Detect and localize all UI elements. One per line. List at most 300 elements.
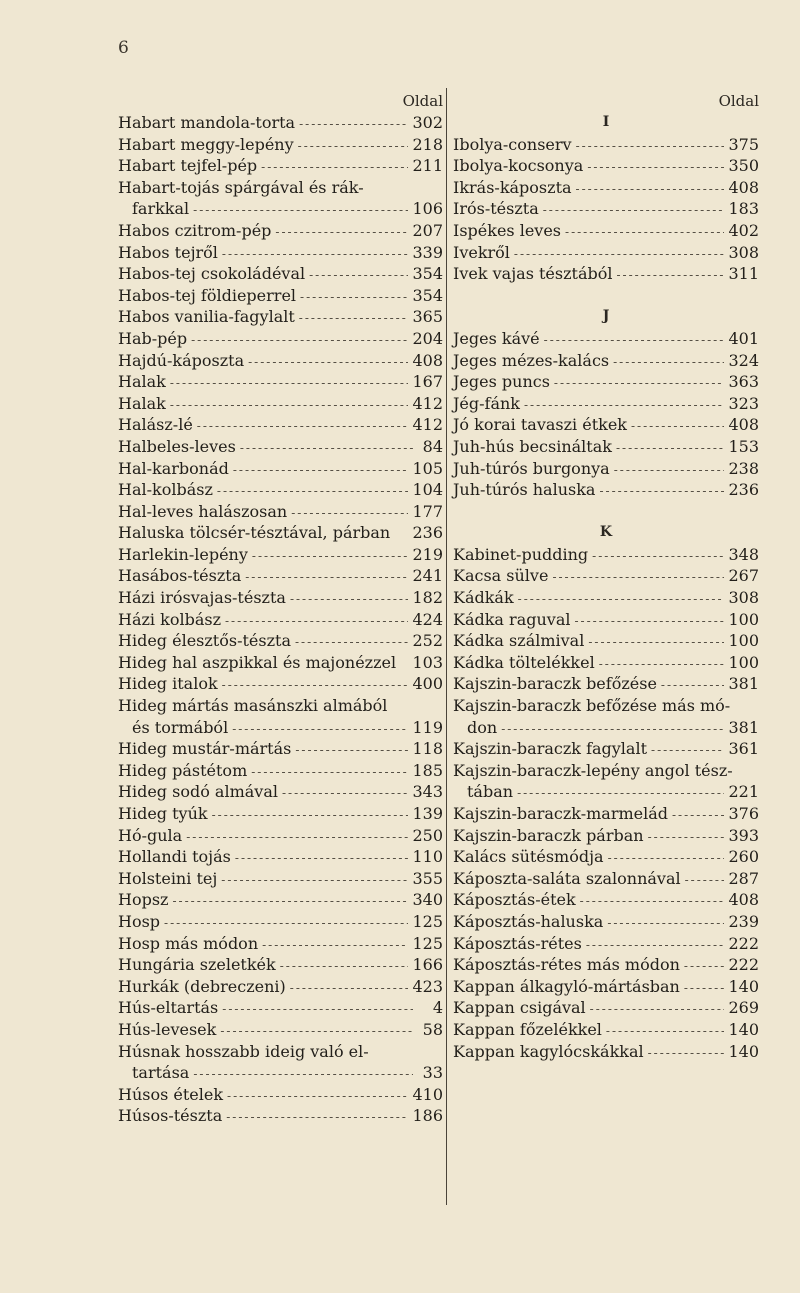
index-entry [453, 609, 759, 631]
index-entry [453, 350, 759, 372]
leader-dots [235, 848, 409, 870]
entry-page-number: 381 [728, 674, 759, 694]
entry-page-number: 343 [412, 782, 443, 802]
entry-page-number: 269 [728, 998, 759, 1018]
index-entry [453, 652, 759, 674]
index-entry [453, 587, 759, 609]
index-entry [118, 738, 443, 760]
leader-dots [501, 719, 724, 741]
entry-page-number: 222 [728, 933, 759, 953]
index-entry [118, 717, 443, 739]
section-letter: I [602, 114, 610, 130]
leader-dots [191, 330, 408, 352]
entry-page-number: 412 [412, 393, 443, 413]
index-entry-first-line [118, 177, 443, 199]
index-entry [118, 306, 443, 328]
entry-title: Hideg italok [118, 674, 218, 694]
index-entry [118, 522, 443, 544]
leader-dots [261, 157, 408, 179]
entry-title: Kádkák [453, 588, 514, 608]
leader-dots [212, 805, 409, 827]
leader-dots [608, 848, 725, 870]
entry-page-number: 363 [728, 372, 759, 392]
index-entry [118, 652, 443, 674]
entry-title: Habos-tej földieperrel [118, 285, 297, 305]
index-entry-first-line [453, 695, 759, 717]
entry-title: Hideg hal aszpikkal és majonézzel [118, 652, 397, 672]
leader-dots [518, 589, 725, 611]
leader-dots [616, 265, 724, 287]
entry-page-number: 354 [412, 285, 443, 305]
leader-dots [282, 783, 408, 805]
entry-page-number: 4 [432, 998, 443, 1018]
entry-page-number: 355 [412, 868, 443, 888]
entry-title: Hungária szeletkék [118, 955, 276, 975]
index-entry [453, 803, 759, 825]
leader-dots [251, 762, 408, 784]
index-entry [453, 933, 759, 955]
leader-dots [232, 719, 408, 741]
entry-title: Kajszin-baraczk befőzése [453, 674, 657, 694]
section-gap [453, 285, 759, 307]
leader-dots [651, 740, 724, 762]
leader-dots [227, 1086, 408, 1108]
leader-dots [606, 1021, 725, 1043]
entry-page-number: 140 [728, 1019, 759, 1039]
index-entry [118, 112, 443, 134]
leader-dots [300, 287, 408, 309]
entry-page-number: 236 [728, 480, 759, 500]
entry-page-number: 185 [412, 760, 443, 780]
index-entry [453, 911, 759, 933]
entry-title: Hal-kolbász [118, 480, 213, 500]
entry-title: Hideg mustár-mártás [118, 739, 292, 759]
entry-title: Ibolya-kocsonya [453, 156, 584, 176]
column-header-right: Oldal [718, 92, 759, 110]
entry-title: Halász-lé [118, 415, 193, 435]
leader-dots [684, 978, 725, 1000]
index-entry [118, 760, 443, 782]
entry-title: Kajszin-baraczk fagylalt [453, 739, 648, 759]
index-entry [118, 393, 443, 415]
index-entry [118, 911, 443, 933]
entry-title: Habart tejfel-pép [118, 156, 258, 176]
index-entry [118, 889, 443, 911]
entry-title: Jó korai tavaszi étkek [453, 415, 627, 435]
leader-dots [648, 1043, 725, 1065]
leader-dots [554, 373, 725, 395]
entry-page-number: 252 [412, 631, 443, 651]
entry-title: Kappan álkagyló-mártásban [453, 976, 680, 996]
entry-title: Hideg pástétom [118, 760, 248, 780]
entry-title: Hideg tyúk [118, 804, 208, 823]
index-entry-first-line [453, 760, 759, 782]
entry-title: Irós-tészta [453, 199, 539, 219]
index-entry [118, 414, 443, 436]
entry-title: Kabinet-pudding [453, 544, 589, 564]
leader-dots [245, 567, 408, 589]
entry-page-number: 340 [412, 890, 443, 910]
entry-page-number: 104 [412, 480, 443, 500]
leader-dots [222, 675, 409, 697]
leader-dots [170, 395, 409, 417]
entry-page-number: 354 [412, 264, 443, 284]
leader-dots [226, 1107, 408, 1129]
entry-title: Hajdú-káposzta [118, 350, 245, 370]
entry-title: Halak [118, 393, 166, 413]
index-entry [118, 1084, 443, 1106]
index-entry [453, 781, 759, 803]
entry-title: Hasábos-tészta [118, 566, 242, 586]
entry-title: Habos czitrom-pép [118, 220, 272, 240]
entry-page-number: 408 [728, 415, 759, 435]
index-entry [118, 933, 443, 955]
leader-dots [613, 352, 724, 374]
leader-dots [576, 136, 725, 158]
entry-page-number: 324 [728, 350, 759, 370]
index-entry-first-line [118, 695, 443, 717]
entry-title: Halbeles-leves [118, 436, 236, 456]
leader-dots [298, 136, 409, 158]
entry-title-line1: Húsnak hosszabb ideig való el- [118, 1041, 369, 1061]
entry-page-number: 207 [412, 220, 443, 240]
index-entry [118, 976, 443, 998]
entry-title: Habart mandola-torta [118, 113, 296, 132]
entry-title: Jeges kávé [453, 328, 540, 348]
index-entry [453, 717, 759, 739]
index-entry [453, 630, 759, 652]
leader-dots [240, 438, 413, 460]
entry-title-line1: Kajszin-baraczk-lepény angol tész- [453, 760, 733, 780]
entry-title-line1: Hideg mártás masánszki almából [118, 696, 388, 716]
entry-page-number: 33 [422, 1063, 443, 1083]
leader-dots [614, 460, 725, 482]
entry-title-line1: Kajszin-baraczk befőzése más mó- [453, 696, 731, 716]
entry-page-number: 350 [728, 156, 759, 176]
page-number: 6 [118, 38, 129, 58]
entry-title: Ivekről [453, 242, 510, 262]
leader-dots [252, 546, 409, 568]
entry-page-number: 236 [412, 523, 443, 543]
entry-page-number: 100 [728, 609, 759, 629]
entry-title: Kádka töltelékkel [453, 652, 595, 672]
entry-page-number: 348 [728, 544, 759, 564]
entry-title: Jég-fánk [453, 393, 520, 413]
leader-dots [586, 935, 725, 957]
index-entry [453, 846, 759, 868]
entry-page-number: 408 [728, 177, 759, 197]
leader-dots [248, 352, 408, 374]
entry-title: Hurkák (debreczeni) [118, 976, 286, 996]
entry-page-number: 125 [412, 911, 443, 931]
column-header-left: Oldal [402, 92, 443, 110]
entry-title: Halak [118, 372, 166, 392]
index-entry [453, 458, 759, 480]
entry-page-number: 139 [412, 804, 443, 823]
entry-title: Hopsz [118, 890, 169, 910]
leader-dots [295, 632, 408, 654]
index-entry [453, 1041, 759, 1063]
entry-title: Hús-levesek [118, 1019, 217, 1039]
entry-page-number: 302 [412, 113, 443, 132]
entry-title: Hal-karbonád [118, 458, 229, 478]
index-entry [453, 371, 759, 393]
entry-title: Habos-tej csokoládéval [118, 264, 306, 284]
entry-title: Habos vanilia-fagylalt [118, 307, 295, 327]
entry-title: Habart meggy-lepény [118, 134, 294, 154]
entry-title: Ivek vajas tésztából [453, 264, 613, 284]
entry-page-number: 238 [728, 458, 759, 478]
index-entry [118, 997, 443, 1019]
entry-page-number: 241 [412, 566, 443, 586]
leader-dots [193, 200, 408, 222]
leader-dots [222, 244, 409, 266]
leader-dots [576, 179, 725, 201]
leader-dots [685, 870, 725, 892]
entry-page-number: 260 [728, 847, 759, 867]
entry-title: Kappan csigával [453, 998, 586, 1018]
entry-page-number: 381 [728, 717, 759, 737]
leader-dots [193, 1064, 413, 1086]
entry-page-number: 140 [728, 976, 759, 996]
leader-dots [517, 783, 724, 805]
index-entry [118, 544, 443, 566]
entry-title: Juh-túrós burgonya [453, 458, 610, 478]
leader-dots [172, 891, 408, 913]
entry-title: Húsos ételek [118, 1084, 224, 1104]
leader-dots [309, 265, 408, 287]
index-entry [118, 134, 443, 156]
entry-page-number: 218 [412, 134, 443, 154]
index-column-left [118, 90, 443, 1127]
entry-page-number: 167 [412, 372, 443, 392]
entry-page-number: 412 [412, 415, 443, 435]
leader-dots [580, 891, 725, 913]
entry-title: Ikrás-káposzta [453, 177, 572, 197]
index-entry [118, 155, 443, 177]
index-entry [118, 220, 443, 242]
leader-dots [552, 567, 724, 589]
index-entry [453, 889, 759, 911]
index-entry [118, 436, 443, 458]
index-entry [118, 242, 443, 264]
index-entry [453, 565, 759, 587]
entry-title: Juh-túrós haluska [453, 480, 596, 500]
index-entry [118, 609, 443, 631]
entry-title: Juh-hús becsináltak [453, 436, 612, 456]
entry-title: Harlekin-lepény [118, 544, 248, 564]
index-entry [118, 673, 443, 695]
entry-title: Hosp más módon [118, 933, 259, 953]
section-letter: J [602, 308, 610, 325]
entry-title: Hollandi tojás [118, 847, 231, 867]
entry-page-number: 408 [412, 350, 443, 370]
leader-dots [221, 870, 408, 892]
index-entry [118, 846, 443, 868]
leader-dots [275, 222, 408, 244]
leader-dots [197, 416, 409, 438]
index-entry [118, 565, 443, 587]
entry-page-number: 376 [728, 804, 759, 823]
entry-title: Káposzta-saláta szalonnával [453, 868, 681, 888]
entry-title: Házi irósvajas-tészta [118, 588, 286, 608]
entry-page-number: 424 [412, 609, 443, 629]
index-entry [453, 738, 759, 760]
leader-dots [225, 611, 408, 633]
entry-page-number: 401 [728, 328, 759, 348]
index-entry [118, 371, 443, 393]
entry-title: Kacsa sülve [453, 566, 549, 586]
entry-page-number: 410 [412, 1084, 443, 1104]
entry-page-number: 204 [412, 328, 443, 348]
leader-dots [574, 611, 724, 633]
entry-page-number: 153 [728, 436, 759, 456]
entry-title: Káposztás-rétes [453, 933, 582, 953]
leader-dots [661, 675, 725, 697]
leader-dots [262, 935, 408, 957]
index-entry [453, 673, 759, 695]
leader-dots [648, 827, 725, 849]
index-column-right [453, 90, 759, 1062]
index-entry [453, 436, 759, 458]
leader-dots [164, 913, 408, 935]
leader-dots [607, 913, 724, 935]
entry-title: Káposztás-étek [453, 890, 576, 910]
entry-title: Jeges puncs [453, 372, 550, 392]
entry-title: Káposztás-rétes más módon [453, 955, 680, 975]
index-entry [118, 1105, 443, 1127]
entry-page-number: 58 [422, 1019, 443, 1039]
entry-page-number: 339 [412, 242, 443, 262]
entry-page-number: 182 [412, 588, 443, 608]
index-entry [118, 825, 443, 847]
entry-title: Ibolya-conserv [453, 134, 572, 154]
entry-page-number: 221 [728, 782, 759, 802]
leader-dots [599, 481, 724, 503]
index-entry [118, 350, 443, 372]
entry-page-number: 219 [412, 544, 443, 564]
entry-page-number: 125 [412, 933, 443, 953]
index-entry [118, 198, 443, 220]
leader-dots [672, 805, 724, 827]
leader-dots [590, 999, 725, 1021]
entry-page-number: 103 [412, 652, 443, 672]
entry-title: farkkal [132, 199, 190, 219]
entry-title: Kádka szálmival [453, 631, 585, 651]
index-entry [118, 1062, 443, 1084]
entry-page-number: 400 [412, 674, 443, 694]
entry-title: tában [467, 782, 514, 802]
leader-dots [217, 481, 409, 503]
leader-dots [295, 740, 408, 762]
leader-dots [290, 589, 409, 611]
entry-page-number: 84 [422, 436, 443, 456]
entry-title: Kappan kagylócskákkal [453, 1041, 644, 1061]
entry-title: Hal-leves halászosan [118, 501, 288, 521]
entry-title: Kajszin-baraczk-marmelád [453, 804, 668, 823]
index-entry [118, 479, 443, 501]
index-entry [118, 263, 443, 285]
entry-title: és tormából [132, 717, 229, 737]
leader-dots [587, 157, 724, 179]
entry-title: don [467, 717, 498, 737]
entry-title-line1: Habart-tojás spárgával és rák- [118, 177, 364, 197]
entry-page-number: 423 [412, 976, 443, 996]
entry-title: Holsteini tej [118, 868, 218, 888]
leader-dots [170, 373, 409, 395]
entry-page-number: 365 [412, 307, 443, 327]
entry-page-number: 361 [728, 739, 759, 759]
index-entry [453, 997, 759, 1019]
index-entry [453, 976, 759, 998]
leader-dots [524, 395, 724, 417]
entry-title: Jeges mézes-kalács [453, 350, 610, 370]
leader-dots [290, 978, 409, 1000]
leader-dots [565, 222, 724, 244]
entry-page-number: 177 [412, 501, 443, 521]
index-entry [118, 501, 443, 523]
leader-dots [299, 308, 409, 330]
leader-dots [684, 956, 725, 978]
column-divider [446, 88, 447, 1205]
index-entry [453, 954, 759, 976]
section-gap [453, 501, 759, 523]
leader-dots [544, 330, 725, 352]
entry-page-number: 211 [412, 156, 443, 176]
index-entry [453, 263, 759, 285]
index-entry [118, 781, 443, 803]
entry-title: Káposztás-haluska [453, 911, 604, 931]
index-entry [453, 134, 759, 156]
index-entry [453, 177, 759, 199]
leader-dots [186, 827, 408, 849]
entry-title: Kajszin-baraczk párban [453, 825, 644, 845]
leader-dots [588, 632, 724, 654]
index-entry [118, 285, 443, 307]
index-entry [453, 868, 759, 890]
index-entry [118, 458, 443, 480]
index-entry [118, 868, 443, 890]
entry-title: Hús-eltartás [118, 998, 219, 1018]
index-entry [453, 479, 759, 501]
leader-dots [599, 654, 725, 676]
entry-page-number: 110 [412, 847, 443, 867]
entry-page-number: 323 [728, 393, 759, 413]
index-entry [453, 220, 759, 242]
entry-page-number: 250 [412, 825, 443, 845]
entry-page-number: 308 [728, 588, 759, 608]
index-entry [453, 825, 759, 847]
leader-dots [631, 416, 724, 438]
entry-page-number: 100 [728, 652, 759, 672]
index-entry [453, 242, 759, 264]
entry-title: Habos tejről [118, 242, 218, 262]
entry-title: Kalács sütésmódja [453, 847, 604, 867]
entry-page-number: 393 [728, 825, 759, 845]
leader-dots [222, 999, 413, 1021]
entry-page-number: 105 [412, 458, 443, 478]
entry-page-number: 402 [728, 220, 759, 240]
leader-dots [592, 546, 724, 568]
entry-page-number: 287 [728, 868, 759, 888]
index-entry [118, 954, 443, 976]
leader-dots [220, 1021, 413, 1043]
entry-page-number: 311 [728, 264, 759, 284]
index-entry [453, 1019, 759, 1041]
entry-title: Házi kolbász [118, 609, 221, 629]
entry-page-number: 267 [728, 566, 759, 586]
entry-title: Kappan főzelékkel [453, 1019, 602, 1039]
